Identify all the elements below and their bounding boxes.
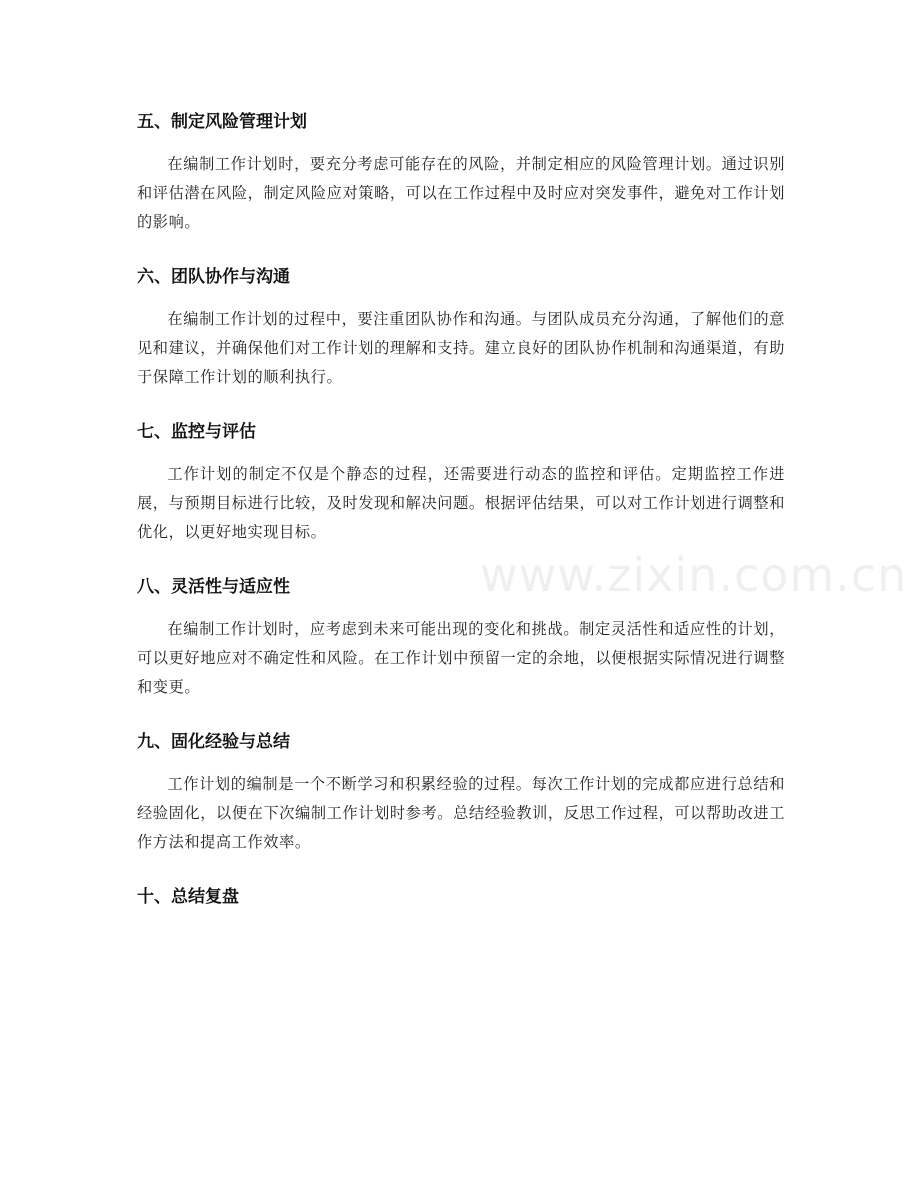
watermark-text: www.zixin.com.cn xyxy=(480,548,908,602)
section-10 xyxy=(137,883,785,911)
section-5 xyxy=(137,108,785,237)
section-9 xyxy=(137,728,785,857)
section-heading: 八、灵活性与适应性 xyxy=(137,577,290,597)
section-paragraph: 工作计划的编制是一个不断学习和积累经验的过程。每次工作计划的完成都应进行总结和经验固化，以便在下次编制工作计划时参考。总结经验教训，反思工作过程，可以帮助改进工作方法和提高工作效率。 xyxy=(137,775,785,851)
document-body xyxy=(137,108,785,925)
section-heading: 九、固化经验与总结 xyxy=(137,732,290,752)
section-heading: 六、团队协作与沟通 xyxy=(137,267,290,287)
section-heading: 五、制定风险管理计划 xyxy=(137,112,307,132)
section-paragraph: 在编制工作计划时，应考虑到未来可能出现的变化和挑战。制定灵活性和适应性的计划，可以更好地应对不确定性和风险。在工作计划中预留一定的余地，以便根据实际情况进行调整和变更。 xyxy=(137,620,785,696)
section-paragraph: 在编制工作计划的过程中，要注重团队协作和沟通。与团队成员充分沟通，了解他们的意见和建议，并确保他们对工作计划的理解和支持。建立良好的团队协作机制和沟通渠道，有助于保障工作计划的顺利执行。 xyxy=(137,310,785,386)
section-6 xyxy=(137,263,785,392)
section-heading: 七、监控与评估 xyxy=(137,422,256,442)
section-paragraph: 工作计划的制定不仅是个静态的过程，还需要进行动态的监控和评估。定期监控工作进展，与预期目标进行比较，及时发现和解决问题。根据评估结果，可以对工作计划进行调整和优化，以更好地实现目标。 xyxy=(137,465,785,541)
section-7 xyxy=(137,418,785,547)
section-paragraph: 在编制工作计划时，要充分考虑可能存在的风险，并制定相应的风险管理计划。通过识别和评估潜在风险，制定风险应对策略，可以在工作过程中及时应对突发事件，避免对工作计划的影响。 xyxy=(137,155,785,231)
section-heading: 十、总结复盘 xyxy=(137,887,239,907)
